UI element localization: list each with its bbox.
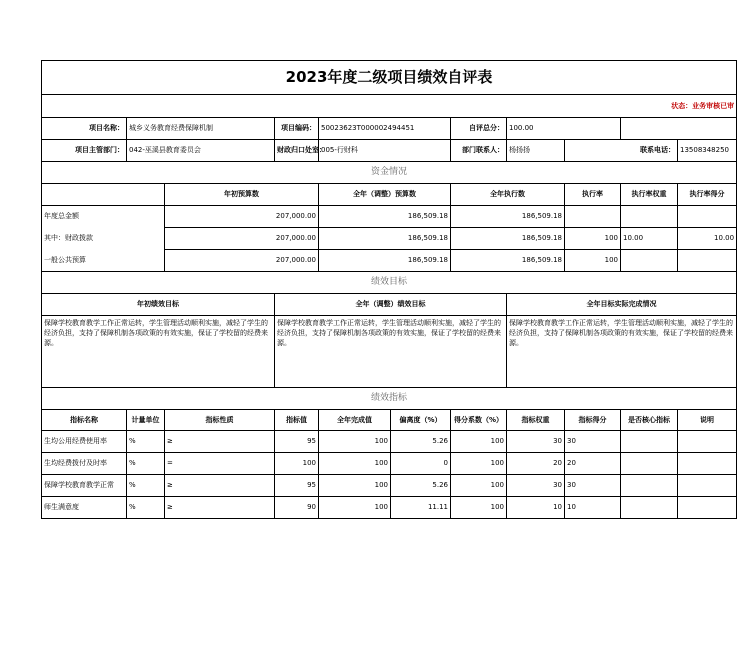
ind-actual: 100: [319, 453, 391, 475]
funds-initial: 207,000.00: [165, 250, 319, 272]
ind-deviation: 11.11: [391, 497, 451, 519]
funds-section-title: 资金情况: [42, 162, 737, 184]
ind-coef: 100: [451, 431, 507, 453]
contact-label: 部门联系人：: [451, 140, 507, 162]
funds-row-label: 一般公共预算: [42, 250, 165, 272]
ind-header-score: 指标得分: [565, 410, 621, 431]
contact-value: 杨扬扬: [507, 140, 565, 162]
page-title: 2023年度二级项目绩效自评表: [42, 61, 737, 95]
ind-header-actual: 全年完成值: [319, 410, 391, 431]
funds-score: 10.00: [678, 228, 737, 250]
funds-row: [42, 206, 737, 228]
ind-target: 95: [275, 431, 319, 453]
ind-coef: 100: [451, 475, 507, 497]
funds-header-adjusted: 全年（调整）预算数: [319, 184, 451, 206]
ind-name: 生均经费拨付及时率: [42, 453, 127, 475]
ind-deviation: 0: [391, 453, 451, 475]
ind-core: [621, 497, 678, 519]
ind-header-deviation: 偏离度（%）: [391, 410, 451, 431]
evaluation-table: [41, 60, 737, 519]
ind-actual: 100: [319, 497, 391, 519]
ind-name: 师生满意度: [42, 497, 127, 519]
funds-initial: 207,000.00: [165, 206, 319, 228]
ind-note: [678, 453, 737, 475]
funds-header-rate: 执行率: [565, 184, 621, 206]
funds-header-initial: 年初预算数: [165, 184, 319, 206]
ind-nature: ≥: [165, 475, 275, 497]
ind-name: 保障学校教育教学正常: [42, 475, 127, 497]
ind-core: [621, 453, 678, 475]
funds-adjusted: 186,509.18: [319, 228, 451, 250]
goal-initial-text: 保障学校教育教学工作正常运转，学生管理活动顺利实施，减轻了学生的经济负担，支持了保障机制各项政策的有效实施，保证了学校留的经费来源。: [42, 316, 275, 388]
ind-deviation: 5.26: [391, 475, 451, 497]
ind-header-unit: 计量单位: [127, 410, 165, 431]
indicator-row: [42, 475, 737, 497]
goal-adjusted-text: 保障学校教育教学工作正常运转，学生管理活动顺利实施，减轻了学生的经济负担，支持了保障机制各项政策的有效实施，保证了学校留的经费来源。: [275, 316, 507, 388]
goals-header-adjusted: 全年（调整）绩效目标: [275, 294, 507, 316]
funds-header-score: 执行率得分: [678, 184, 737, 206]
project-code-label: 项目编码：: [275, 118, 319, 140]
status-badge: 状态：业务审核已审: [42, 95, 737, 118]
ind-coef: 100: [451, 497, 507, 519]
dept-value: 042-巫溪县教育委员会: [127, 140, 275, 162]
funds-row: [42, 228, 737, 250]
ind-header-nature: 指标性质: [165, 410, 275, 431]
ind-nature: ≥: [165, 431, 275, 453]
indicator-row: [42, 497, 737, 519]
funds-row-label: 其中：财政拨款: [42, 228, 165, 250]
funds-rate: 100: [565, 228, 621, 250]
ind-weight: 30: [507, 475, 565, 497]
score-value: 100.00: [507, 118, 621, 140]
ind-header-weight: 指标权重: [507, 410, 565, 431]
goal-actual-text: 保障学校教育教学工作正常运转，学生管理活动顺利实施，减轻了学生的经济负担，支持了保障机制各项政策的有效实施，保证了学校留的经费来源。: [507, 316, 737, 388]
ind-actual: 100: [319, 475, 391, 497]
funds-score: [678, 206, 737, 228]
funds-row-label: 年度总金额: [42, 206, 165, 228]
funds-executed: 186,509.18: [451, 250, 565, 272]
ind-unit: %: [127, 497, 165, 519]
ind-coef: 100: [451, 453, 507, 475]
ind-header-note: 说明: [678, 410, 737, 431]
phone-label: 联系电话：: [565, 140, 678, 162]
ind-note: [678, 475, 737, 497]
indicator-row: [42, 431, 737, 453]
ind-core: [621, 475, 678, 497]
finance-value: 005-行财科: [319, 140, 451, 162]
indicator-row: [42, 453, 737, 475]
ind-nature: ≥: [165, 497, 275, 519]
funds-score: [678, 250, 737, 272]
funds-header-weight: 执行率权重: [621, 184, 678, 206]
ind-header-name: 指标名称: [42, 410, 127, 431]
goals-header-initial: 年初绩效目标: [42, 294, 275, 316]
goals-header-actual: 全年目标实际完成情况: [507, 294, 737, 316]
ind-score: 10: [565, 497, 621, 519]
ind-score: 20: [565, 453, 621, 475]
funds-executed: 186,509.18: [451, 206, 565, 228]
ind-weight: 30: [507, 431, 565, 453]
ind-nature: =: [165, 453, 275, 475]
ind-target: 95: [275, 475, 319, 497]
ind-header-coef: 得分系数（%）: [451, 410, 507, 431]
ind-deviation: 5.26: [391, 431, 451, 453]
score-label: 自评总分：: [451, 118, 507, 140]
ind-target: 90: [275, 497, 319, 519]
ind-target: 100: [275, 453, 319, 475]
goals-section-title: 绩效目标: [42, 272, 737, 294]
funds-initial: 207,000.00: [165, 228, 319, 250]
funds-weight: 10.00: [621, 228, 678, 250]
ind-score: 30: [565, 431, 621, 453]
ind-header-core: 是否核心指标: [621, 410, 678, 431]
funds-row: [42, 250, 737, 272]
funds-weight: [621, 206, 678, 228]
ind-header-target: 指标值: [275, 410, 319, 431]
funds-executed: 186,509.18: [451, 228, 565, 250]
ind-name: 生均公用经费使用率: [42, 431, 127, 453]
project-name-value: 城乡义务教育经费保障机制: [127, 118, 275, 140]
ind-unit: %: [127, 431, 165, 453]
funds-adjusted: 186,509.18: [319, 250, 451, 272]
ind-score: 30: [565, 475, 621, 497]
ind-weight: 10: [507, 497, 565, 519]
ind-note: [678, 497, 737, 519]
ind-unit: %: [127, 453, 165, 475]
phone-value: 13508348250: [678, 140, 737, 162]
indicators-section-title: 绩效指标: [42, 388, 737, 410]
funds-adjusted: 186,509.18: [319, 206, 451, 228]
dept-label: 项目主管部门：: [42, 140, 127, 162]
project-code-value: 50023623T000002494451: [319, 118, 451, 140]
finance-label: 财政归口处室：: [275, 140, 319, 162]
ind-note: [678, 431, 737, 453]
funds-rate: 100: [565, 250, 621, 272]
self-evaluation-sheet: [41, 60, 735, 519]
funds-weight: [621, 250, 678, 272]
ind-core: [621, 431, 678, 453]
ind-weight: 20: [507, 453, 565, 475]
funds-rate: [565, 206, 621, 228]
ind-unit: %: [127, 475, 165, 497]
ind-actual: 100: [319, 431, 391, 453]
project-name-label: 项目名称：: [42, 118, 127, 140]
funds-header-executed: 全年执行数: [451, 184, 565, 206]
